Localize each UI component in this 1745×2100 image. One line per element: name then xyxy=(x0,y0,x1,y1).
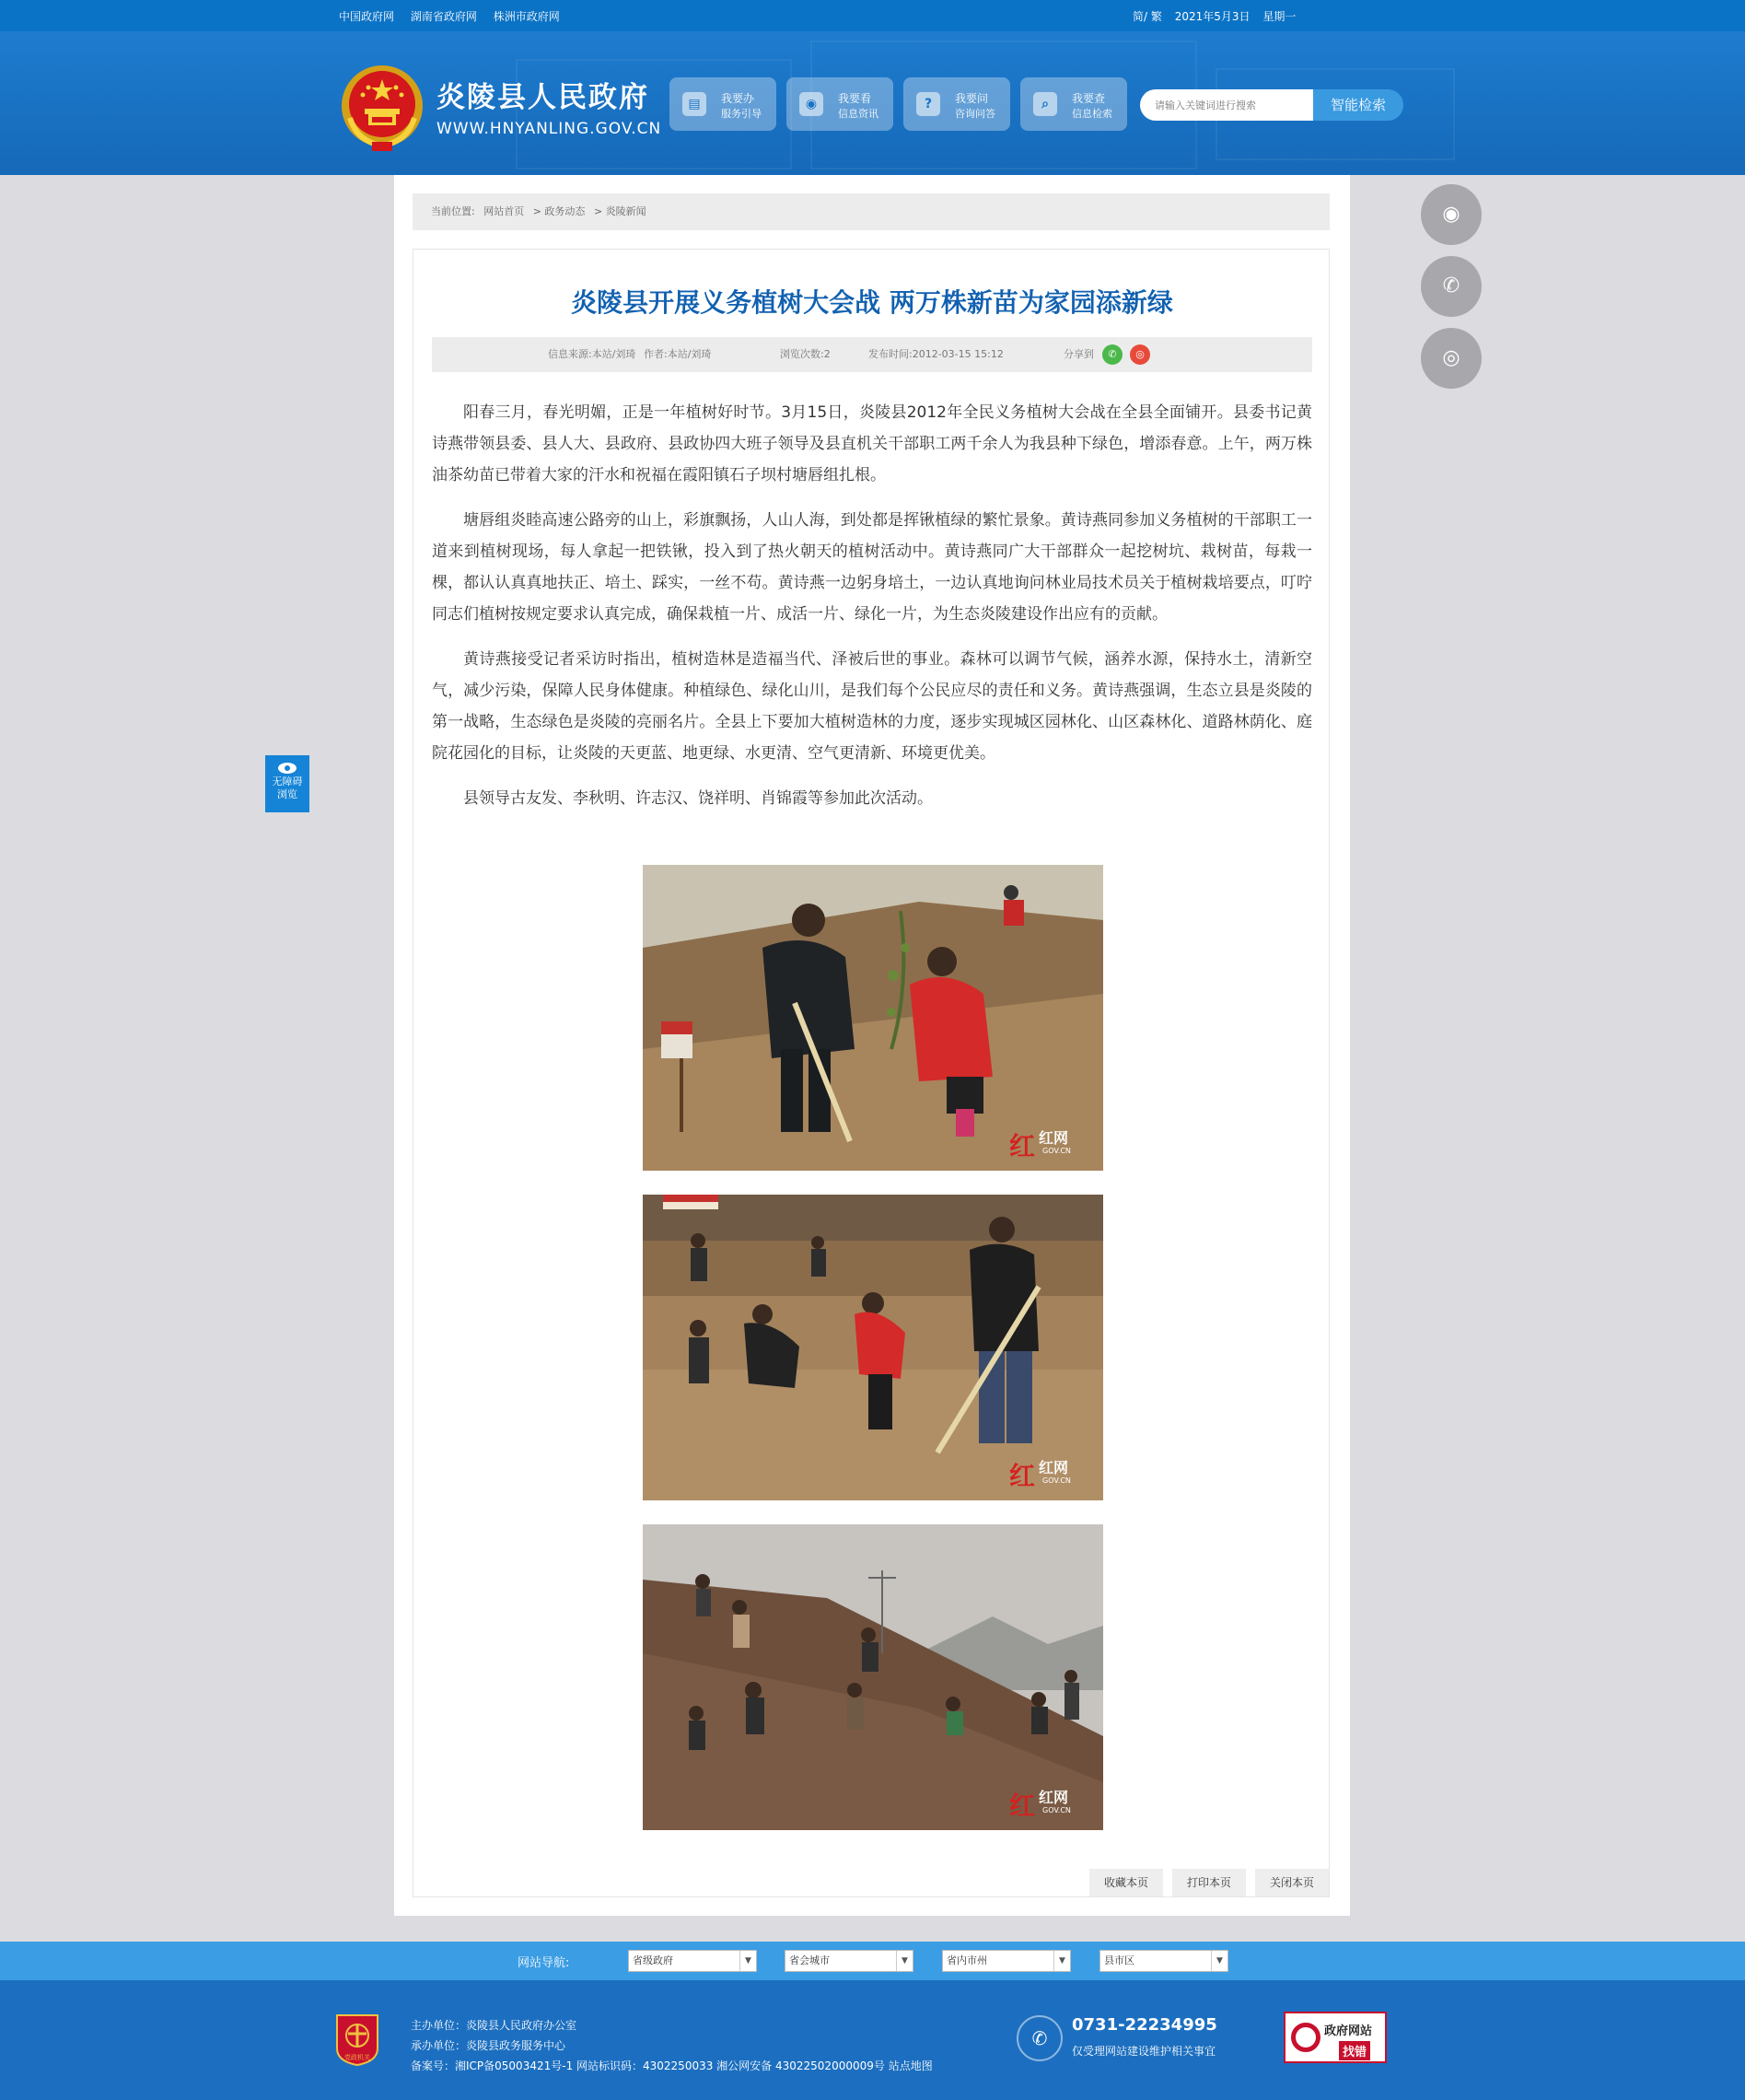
document-icon: ▤ xyxy=(682,92,706,116)
search-input[interactable] xyxy=(1140,89,1313,121)
accessibility-label-2: 浏览 xyxy=(277,788,297,800)
meta-share-label: 分享到 xyxy=(1064,348,1094,360)
top-right-info xyxy=(1133,8,1305,24)
weibo-share-icon[interactable]: ◎ xyxy=(1130,344,1150,365)
nav-button-sublabel: 服务引导 xyxy=(721,108,762,120)
chevron-down-icon: ▼ xyxy=(739,1951,756,1971)
article xyxy=(413,249,1330,1897)
eye-icon xyxy=(278,763,297,774)
article-paragraph: 阳春三月，春光明媚，正是一年植树好时节。3月15日，炎陵县2012年全民义务植树大会战在全县全面铺开。县委书记黄诗燕带领县委、县人大、县政府、县政协四大班子领导及县直机关干部职工两千余人为我县种下绿色，增添春意。上午，两万株油茶幼苗已带着大家的汗水和祝福在霞阳镇石子坝村塘唇组扎根。 xyxy=(432,403,1312,484)
top-link-central-gov[interactable]: 中国政府网 xyxy=(339,10,395,23)
watermark-domain: GOV.CN xyxy=(1042,1476,1071,1485)
top-links xyxy=(339,8,573,24)
chevron-down-icon: ▼ xyxy=(1053,1951,1070,1971)
watermark-domain: GOV.CN xyxy=(1042,1806,1071,1814)
bookmark-button[interactable]: 收藏本页 xyxy=(1089,1869,1163,1896)
chevron-down-icon: ▼ xyxy=(1211,1951,1227,1971)
smart-search-button[interactable]: 智能检索 xyxy=(1313,89,1403,121)
footer-organizer: 承办单位：炎陵县政务服务中心 xyxy=(411,2039,566,2052)
watermark-domain: GOV.CN xyxy=(1042,1147,1071,1155)
footer-info xyxy=(411,2015,933,2076)
article-actions xyxy=(1080,1869,1329,1896)
wechat-share-icon[interactable]: ✆ xyxy=(1102,344,1123,365)
party-gov-logo-icon[interactable] xyxy=(333,2012,381,2067)
tree-planting-photo xyxy=(643,1195,1103,1500)
site-footer xyxy=(0,1980,1745,2100)
footer-nav-label: 网站导航: xyxy=(518,1956,570,1970)
party-gov-logo-text: 党政机关 xyxy=(344,2054,370,2061)
article-photo-2 xyxy=(643,1195,1103,1500)
watermark-mark: 红 xyxy=(1009,1461,1036,1491)
watermark-mark: 红 xyxy=(1009,1791,1036,1821)
article-meta xyxy=(432,337,1312,372)
breadcrumb-label: 当前位置: xyxy=(431,205,475,217)
article-paragraph: 塘唇组炎睦高速公路旁的山上，彩旗飘扬，人山人海，到处都是挥锹植绿的繁忙景象。黄诗燕同参加义务植树的干部职工一道来到植树现场，每人拿起一把铁锹，投入到了热火朝天的植树活动中。黄诗燕同广大干部群众一起挖树坑、栽树苗，每栽一棵，都认认真真地扶正、培土、踩实，一丝不苟。黄诗燕一边躬身培土，一边认真地询问林业局技术员关于植树栽培要点，叮咛同志们植树按规定要求认真完成，确保栽植一片、成活一片、绿化一片，为生态炎陵建设作出应有的贡献。 xyxy=(432,511,1312,624)
tree-planting-photo xyxy=(643,1524,1103,1830)
print-button[interactable]: 打印本页 xyxy=(1172,1869,1246,1896)
magnifier-icon xyxy=(1291,2023,1320,2052)
nav-button-label: 我要看 xyxy=(838,92,872,105)
site-url: WWW.HNYANLING.GOV.CN xyxy=(436,120,662,138)
article-body xyxy=(432,397,1312,828)
select-provincial-gov[interactable] xyxy=(628,1950,757,1972)
current-weekday: 星期一 xyxy=(1262,10,1297,23)
article-photo-1 xyxy=(643,865,1103,1171)
phone-icon: ✆ xyxy=(1017,2015,1063,2061)
nav-button-search-info[interactable] xyxy=(1020,77,1127,131)
current-date: 2021年5月3日 xyxy=(1174,10,1251,23)
find-error-button[interactable] xyxy=(1284,2012,1387,2063)
article-paragraph: 黄诗燕接受记者采访时指出，植树造林是造福当代、泽被后世的事业。森林可以调节气候，涵养水源，保持水土，清新空气，减少污染，保障人民身体健康。种植绿色、绿化山川，是我们每个公民应尽的责任和义务。黄诗燕强调，生态立县是炎陵的第一战略，生态绿色是炎陵的亮丽名片。全县上下要加大植树造林的力度，逐步实现城区园林化、山区森林化、道路林荫化、庭院花园化的目标，让炎陵的天更蓝、地更绿、水更清、空气更清新、环境更优美。 xyxy=(432,650,1312,763)
find-error-sublabel: 找错 xyxy=(1339,2041,1370,2060)
footer-phone-note: 仅受理网站建设维护相关事宜 xyxy=(1072,2045,1216,2058)
weibo-icon[interactable]: ◎ xyxy=(1421,328,1482,389)
question-icon: ? xyxy=(916,92,940,116)
watermark-text: 红网 xyxy=(1039,1789,1069,1806)
footer-phone: 0731-22234995 xyxy=(1072,2015,1217,2035)
nav-button-label: 我要办 xyxy=(721,92,755,105)
select-value: 省内市州 xyxy=(947,1954,987,1966)
eye-icon: ◉ xyxy=(799,92,823,116)
footer-site-nav xyxy=(0,1942,1745,1980)
select-value: 县市区 xyxy=(1104,1954,1134,1966)
article-paragraph: 县领导古友发、李秋明、许志汉、饶祥明、肖锦霞等参加此次活动。 xyxy=(463,789,933,808)
breadcrumb-yanling-news[interactable]: > 炎陵新闻 xyxy=(593,205,646,217)
site-header xyxy=(0,31,1745,175)
nav-button-news[interactable] xyxy=(786,77,893,131)
nav-button-sublabel: 信息检索 xyxy=(1072,108,1112,120)
select-value: 省会城市 xyxy=(789,1954,830,1966)
meta-author: 作者:本站/刘琦 xyxy=(644,348,712,360)
photo-watermark xyxy=(1009,1456,1092,1491)
top-link-hunan-gov[interactable]: 湖南省政府网 xyxy=(410,10,477,23)
meta-source: 信息来源:本站/刘琦 xyxy=(548,348,636,360)
article-photo-3 xyxy=(643,1524,1103,1830)
top-link-zhuzhou-gov[interactable]: 株洲市政府网 xyxy=(493,10,560,23)
close-page-button[interactable]: 关闭本页 xyxy=(1255,1869,1329,1896)
accessibility-label-1: 无障碍 xyxy=(272,776,303,788)
breadcrumb xyxy=(413,193,1330,230)
chevron-down-icon: ▼ xyxy=(896,1951,913,1971)
select-capital-cities[interactable] xyxy=(785,1950,913,1972)
watermark-text: 红网 xyxy=(1039,1459,1069,1476)
content-container xyxy=(394,175,1350,1916)
select-province-cities[interactable] xyxy=(942,1950,1071,1972)
footer-record[interactable]: 备案号：湘ICP备05003421号-1 网站标识码：4302250033 湘公网安备 43022502000009号 站点地图 xyxy=(411,2059,933,2072)
national-emblem-icon xyxy=(339,63,425,153)
footer-host: 主办单位：炎陵县人民政府办公室 xyxy=(411,2019,577,2032)
accessibility-button[interactable] xyxy=(265,755,309,812)
watermark-text: 红网 xyxy=(1039,1129,1069,1147)
article-title: 炎陵县开展义务植树大会战 两万株新苗为家园添新绿 xyxy=(571,287,1173,318)
language-toggle[interactable]: 简/ 繁 xyxy=(1133,10,1162,23)
site-title[interactable]: 炎陵县人民政府 xyxy=(436,81,649,114)
meta-views: 浏览次数:2 xyxy=(780,348,831,360)
breadcrumb-home[interactable]: 网站首页 xyxy=(483,205,525,217)
select-counties[interactable] xyxy=(1099,1950,1228,1972)
nav-button-consult[interactable] xyxy=(903,77,1010,131)
tree-planting-photo xyxy=(643,865,1103,1171)
nav-button-label: 我要查 xyxy=(1072,92,1106,105)
search-icon: ⌕ xyxy=(1033,92,1057,116)
meta-published: 发布时间:2012-03-15 15:12 xyxy=(868,348,1004,360)
eye-icon[interactable]: ◉ xyxy=(1421,184,1482,245)
wechat-icon[interactable]: ✆ xyxy=(1421,256,1482,317)
nav-button-sublabel: 咨询问答 xyxy=(955,108,995,120)
top-strip xyxy=(0,0,1745,31)
nav-button-service-guide[interactable] xyxy=(669,77,776,131)
find-error-label: 政府网站 xyxy=(1324,2024,1373,2038)
breadcrumb-gov-news[interactable]: > 政务动态 xyxy=(532,205,586,217)
watermark-mark: 红 xyxy=(1009,1131,1036,1161)
photo-watermark xyxy=(1009,1126,1092,1161)
nav-button-sublabel: 信息资讯 xyxy=(838,108,878,120)
select-value: 省级政府 xyxy=(633,1954,673,1966)
nav-button-label: 我要问 xyxy=(955,92,989,105)
photo-watermark xyxy=(1009,1786,1092,1821)
